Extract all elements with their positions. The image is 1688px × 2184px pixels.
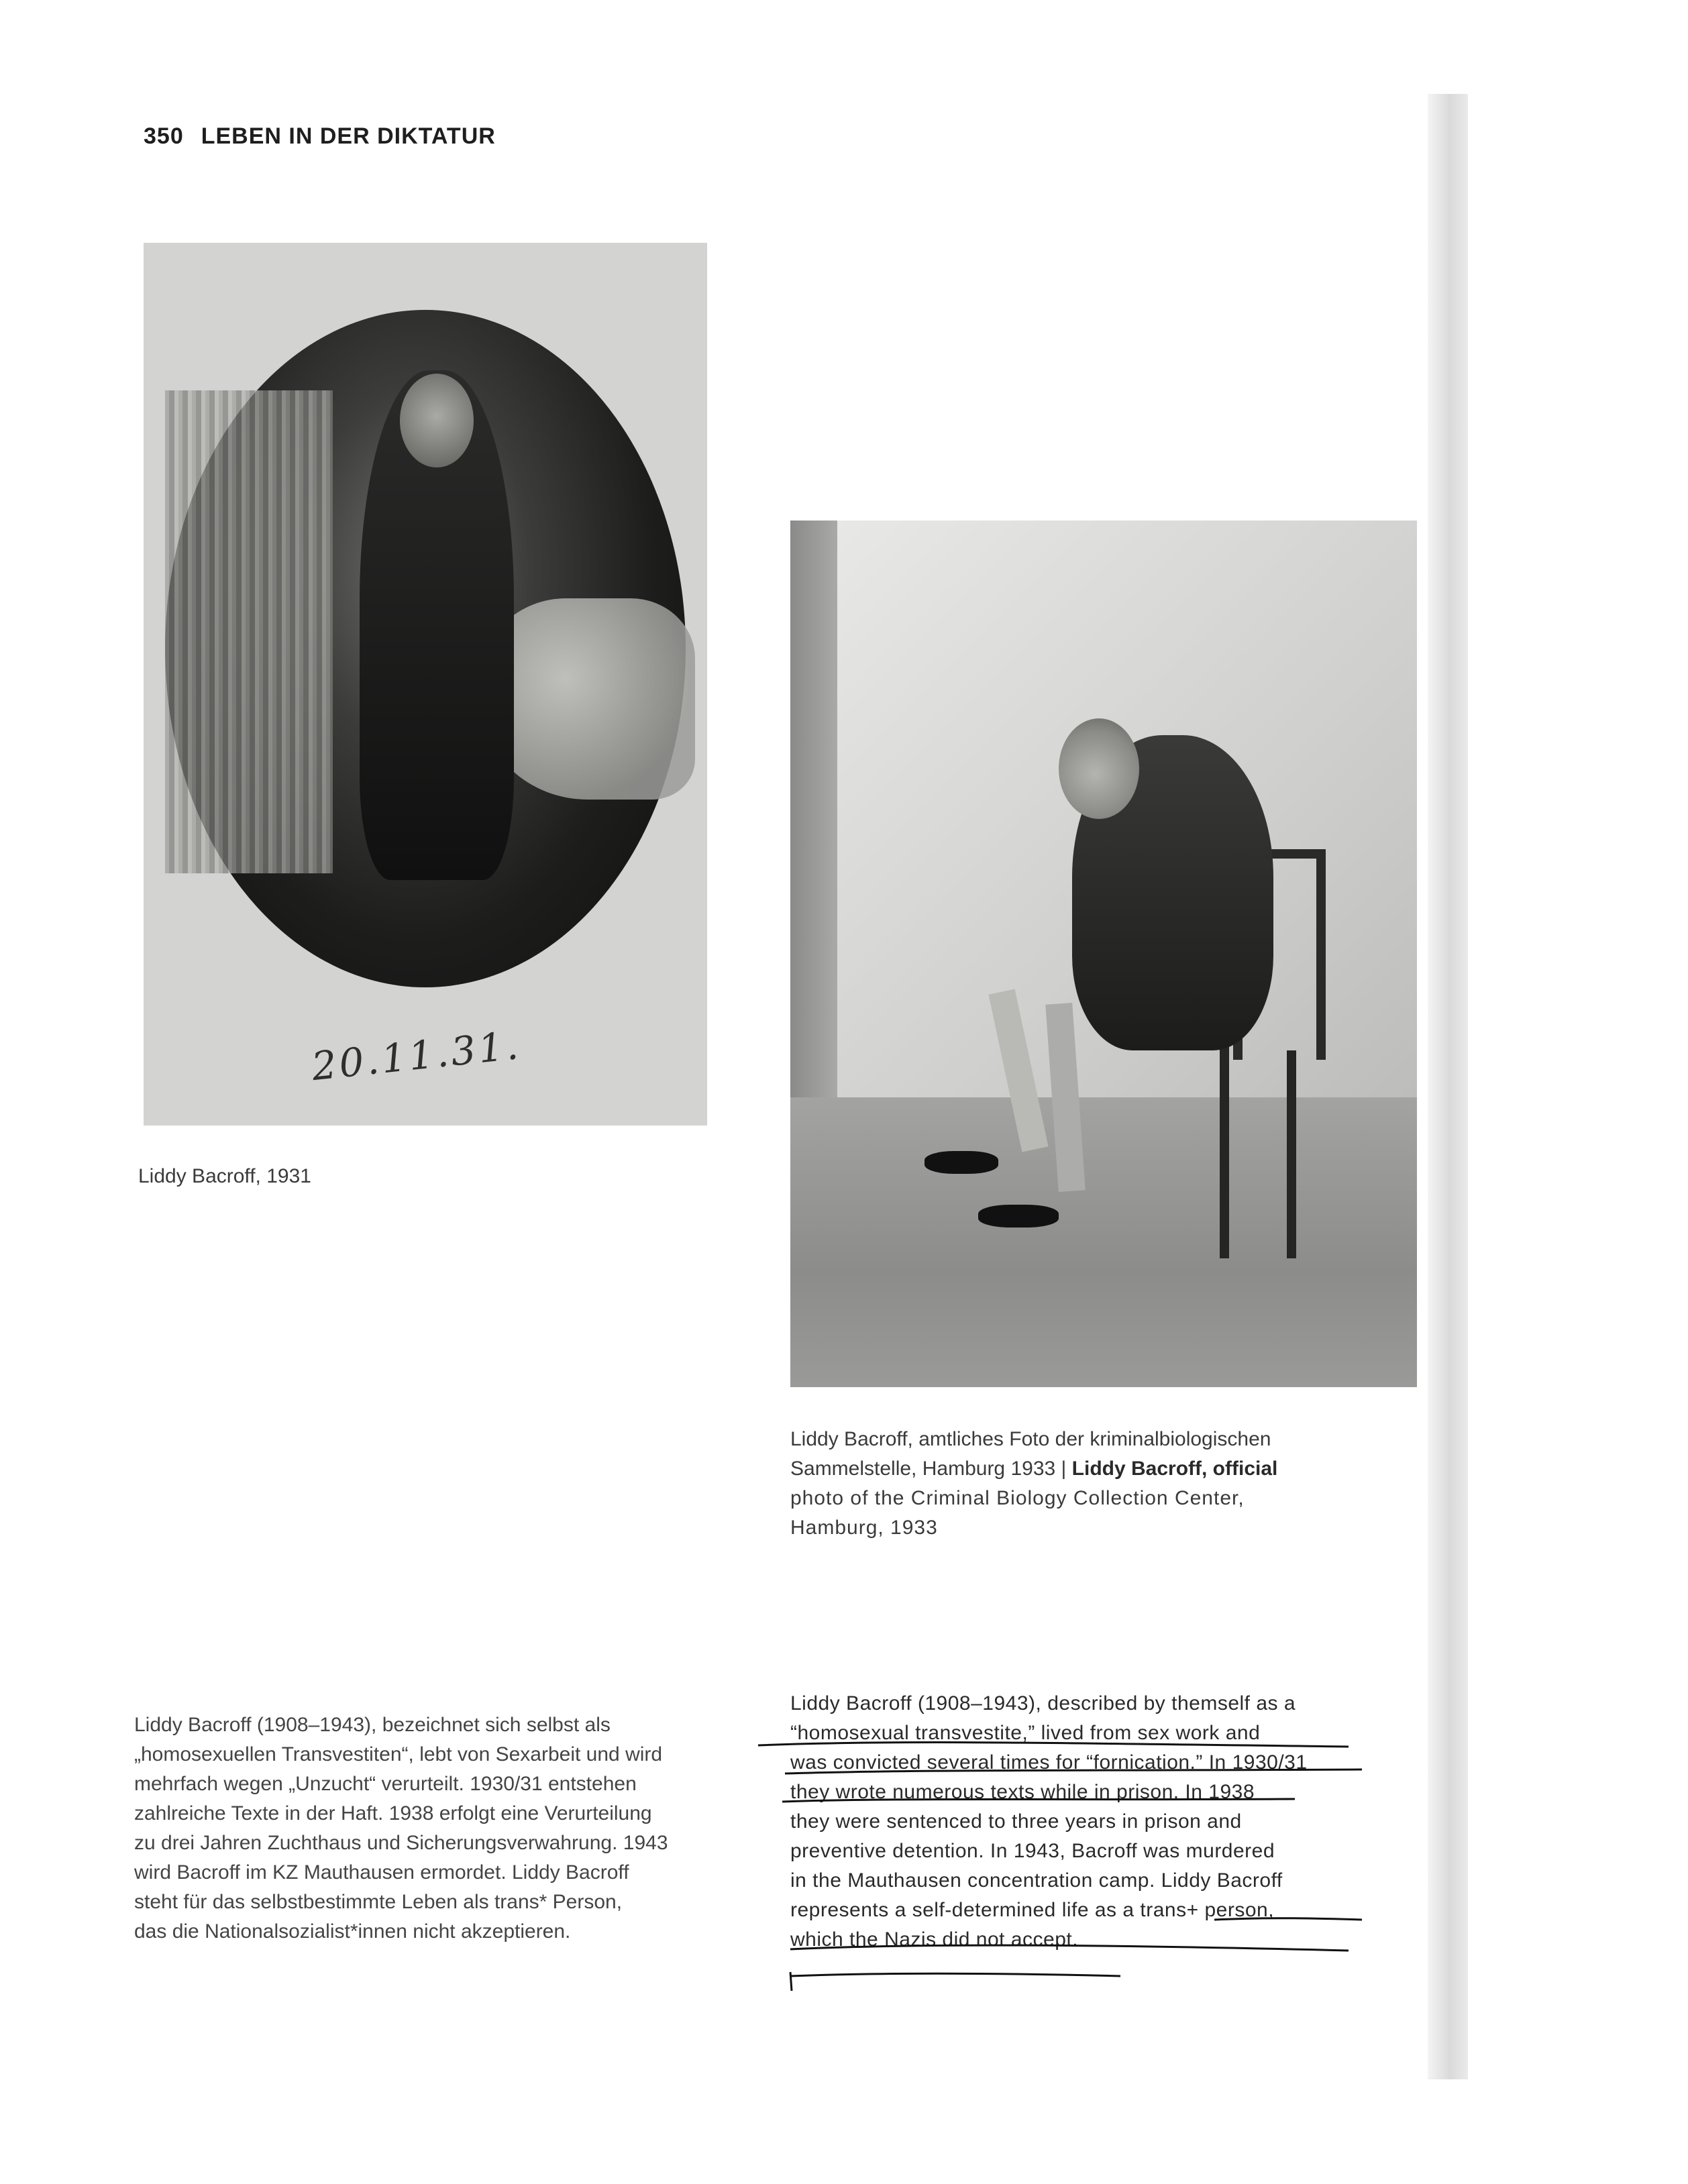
caption-line-de: Sammelstelle, Hamburg 1933 | (790, 1458, 1067, 1480)
body-line: which the Nazis did not accept. (790, 1928, 1079, 1951)
portrait-curtain (165, 390, 333, 873)
body-line: wird Bacroff im KZ Mauthausen ermordet. Liddy Bacroff (134, 1861, 629, 1883)
body-line: “homosexual transvestite,” lived from sex work and (790, 1722, 1261, 1744)
underline-stroke (790, 1972, 792, 1991)
body-line: was convicted several times for “fornication.” In 1930/31 (790, 1751, 1308, 1773)
chair-leg (1220, 1044, 1229, 1258)
body-line: Liddy Bacroff (1908–1943), described by themself as a (790, 1692, 1296, 1714)
body-line: mehrfach wegen „Unzucht“ verurteilt. 1930/31 entstehen (134, 1773, 637, 1795)
sitter-head (1059, 718, 1139, 819)
caption-left-photo: Liddy Bacroff, 1931 (138, 1165, 311, 1187)
page-header (144, 123, 496, 150)
body-line: „homosexuellen Transvestiten“, lebt von Sexarbeit und wird (134, 1743, 663, 1765)
caption-line-en-strong: Liddy Bacroff, official (1071, 1458, 1278, 1480)
caption-line: Liddy Bacroff, amtliches Foto der kriminalbiologischen (790, 1428, 1271, 1450)
body-line: Liddy Bacroff (1908–1943), bezeichnet sich selbst als (134, 1714, 611, 1736)
body-line: zahlreiche Texte in der Haft. 1938 erfolgt eine Verurteilung (134, 1802, 652, 1824)
chair-leg (1287, 1050, 1296, 1258)
photo-oval-portrait (144, 243, 707, 1126)
page-number: 350 (144, 123, 184, 149)
body-line: they wrote numerous texts while in prison. In 1938 (790, 1781, 1255, 1803)
underline-stroke (1214, 1918, 1362, 1920)
caption-line: photo of the Criminal Biology Collection Center, (790, 1487, 1245, 1509)
caption-right-photo (790, 1425, 1367, 1543)
room-side-wall (790, 521, 837, 1185)
photo-seated-portrait (790, 521, 1417, 1387)
underline-stroke (790, 1973, 1120, 1976)
body-line: das die Nationalsozialist*innen nicht akzeptieren. (134, 1920, 571, 1943)
underline-stroke (758, 1743, 1349, 1747)
body-text-german (134, 1710, 751, 1947)
oval-portrait-frame (165, 310, 686, 987)
section-title: LEBEN IN DER DIKTATUR (201, 123, 496, 149)
body-line: represents a self-determined life as a trans+ person, (790, 1899, 1275, 1921)
portrait-face (400, 374, 474, 468)
handwritten-underlines (758, 1737, 1375, 1992)
photo-date-mark: 20.11.31. (309, 1022, 523, 1090)
body-line: they were sentenced to three years in prison and (790, 1810, 1242, 1833)
room-floor (790, 1097, 1417, 1387)
sitter-shoe (925, 1151, 998, 1174)
underline-stroke (782, 1799, 1295, 1802)
body-line: in the Mauthausen concentration camp. Liddy Bacroff (790, 1869, 1283, 1892)
sitter-shoe (978, 1205, 1059, 1227)
caption-line: Hamburg, 1933 (790, 1517, 938, 1539)
caption-line (790, 1454, 1367, 1484)
underline-stroke (785, 1769, 1362, 1773)
page-edge-shadow (1428, 94, 1468, 2079)
body-line: preventive detention. In 1943, Bacroff was murdered (790, 1840, 1275, 1862)
body-line: zu drei Jahren Zuchthaus und Sicherungsverwahrung. 1943 (134, 1832, 668, 1854)
underline-stroke (790, 1945, 1349, 1951)
body-line: steht für das selbstbestimmte Leben als trans* Person, (134, 1891, 623, 1913)
